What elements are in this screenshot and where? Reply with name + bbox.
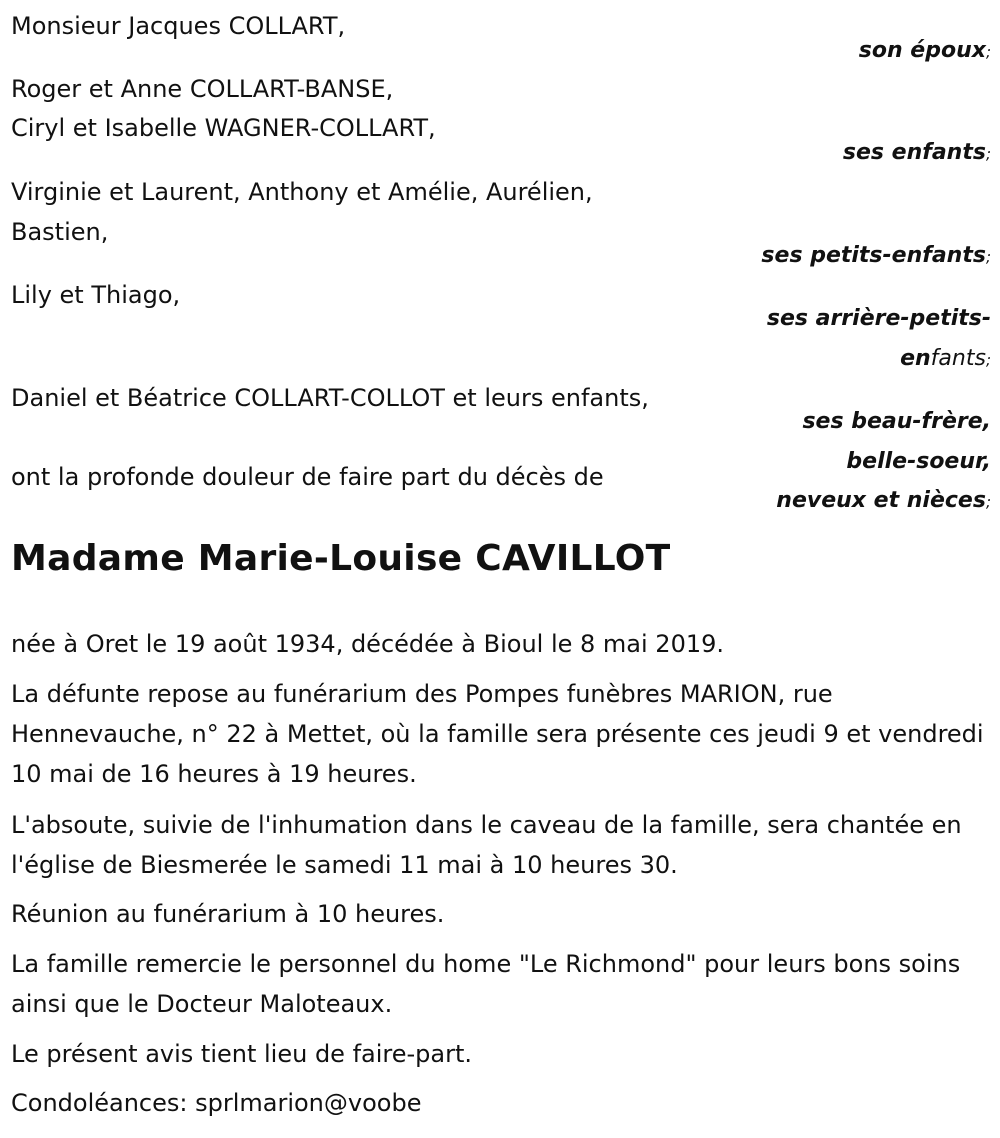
meeting-paragraph: Réunion au funérarium à 10 heures.: [11, 900, 445, 928]
great-grandchildren-relation-line-1: ses arrière-petits-: [766, 306, 991, 331]
spouse-relation: [859, 30, 991, 73]
spouse-name: Monsieur Jacques COLLART,: [11, 12, 346, 40]
deceased-name: Madame Marie-Louise CAVILLOT: [11, 538, 671, 579]
in-laws-relation-line-1: ses beau-frère,: [802, 409, 991, 434]
children-relation-text: ses enfants: [842, 140, 986, 165]
relation-fragment-light: fants: [930, 346, 986, 371]
children-relation: [843, 132, 991, 175]
spouse-relation-text: son époux: [858, 38, 986, 63]
announcement-text: ont la profonde douleur de faire part du décès de: [11, 463, 604, 491]
separator: ;: [985, 43, 991, 61]
great-grandchildren-names: Lily et Thiago,: [11, 281, 181, 309]
children-line-2: Ciryl et Isabelle WAGNER-COLLART,: [11, 114, 436, 142]
great-grandchildren-relation-line-2: [900, 338, 991, 381]
grandchildren-relation: [761, 235, 991, 278]
grandchildren-relation-text: ses petits-enfants: [761, 243, 986, 268]
grandchildren-line-2: Bastien,: [11, 218, 109, 246]
separator: ;: [985, 145, 991, 163]
in-laws-relation-line-3-text: neveux et nièces: [776, 488, 986, 513]
grandchildren-line-1: Virginie et Laurent, Anthony et Amélie, Aurélien,: [11, 178, 593, 206]
ceremony-paragraph: L'absoute, suivie de l'inhumation dans le caveau de la famille, sera chantée en l'église de Biesmerée le samedi 11 mai à 10 heures 30.: [11, 811, 962, 879]
separator: ;: [985, 248, 991, 266]
in-laws-relation-line-2: belle-soeur,: [846, 449, 991, 474]
notice-paragraph: Le présent avis tient lieu de faire-part.: [11, 1040, 473, 1068]
children-line-1: Roger et Anne COLLART-BANSE,: [11, 75, 394, 103]
relation-fragment-bold: en: [900, 346, 931, 371]
birth-death-paragraph: née à Oret le 19 août 1934, décédée à Bioul le 8 mai 2019.: [11, 630, 725, 658]
condolences-paragraph: Condoléances: sprlmarion@voobe: [11, 1089, 422, 1117]
in-laws-relation-line-3: [776, 480, 991, 523]
thanks-paragraph: La famille remercie le personnel du home "Le Richmond" pour leurs bons soins ainsi que le Docteur Maloteaux.: [11, 950, 961, 1018]
separator: ;: [985, 351, 991, 369]
in-laws-names: Daniel et Béatrice COLLART-COLLOT et leurs enfants,: [11, 384, 649, 412]
funerarium-paragraph: La défunte repose au funérarium des Pompes funèbres MARION, rue Hennevauche, n° 22 à Mettet, où la famille sera présente ces jeudi 9 et vendredi 10 mai de 16 heures à 19 heures.: [11, 680, 984, 788]
separator: ;: [985, 493, 991, 511]
